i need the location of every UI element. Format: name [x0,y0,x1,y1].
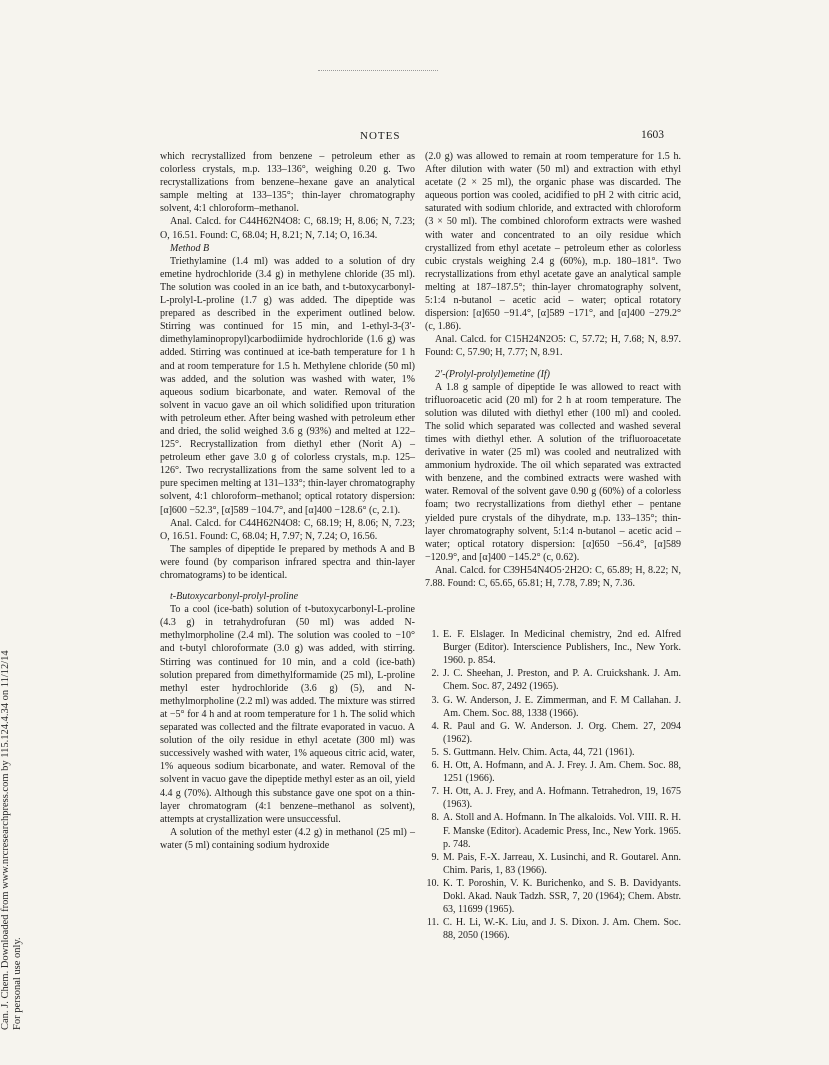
reference-text: H. Ott, A. J. Frey, and A. Hofmann. Tetrahedron, 19, 1675 (1963). [443,786,681,811]
reference-number: 1. [431,629,439,641]
download-watermark-line: Can. J. Chem. Downloaded from www.nrcresearchpress.com by 115.124.4.34 on 11/12/14 [0,650,11,1030]
reference-number: 2. [431,668,439,680]
reference-item [425,785,681,811]
reference-item [425,916,681,942]
download-watermark-line: For personal use only. [12,937,23,1030]
reference-item [425,667,681,693]
reference-item [425,877,681,916]
analysis-paragraph: Anal. Calcd. for C15H24N2O5: C, 57.72; H, 7.68; N, 8.97. Found: C, 57.90; H, 7.77; N, 8.91. [425,334,681,359]
right-column [425,150,681,942]
download-watermark [0,650,24,1030]
reference-text: S. Guttmann. Helv. Chim. Acta, 44, 721 (1961). [443,746,635,758]
analysis-paragraph: Anal. Calcd. for C39H54N4O5·2H2O: C, 65.89; H, 8.22; N, 7.88. Found: C, 65.65, 65.81; H, 7.78, 7.89; N, 7.36. [425,564,681,589]
section-heading: Method B [170,242,210,254]
reference-item [425,746,681,759]
reference-item [425,811,681,850]
paragraph: The samples of dipeptide Ie prepared by methods A and B were found (by comparison infrared spectra and thin-layer chromatograms) to be identical. [160,543,415,581]
reference-text: C. H. Li, W.-K. Liu, and J. S. Dixon. J. Am. Chem. Soc. 88, 2050 (1966). [443,917,681,942]
analysis-paragraph: Anal. Calcd. for C44H62N4O8: C, 68.19; H, 8.06; N, 7.23; O, 16.51. Found: C, 68.04; H, 7.97; N, 7.24; O, 16.56. [160,517,415,542]
reference-number: 9. [431,851,439,863]
reference-number: 11. [426,917,439,929]
paragraph: To a cool (ice-bath) solution of t-butoxycarbonyl-L-proline (4.3 g) in tetrahydrofuran (50 ml) was added N-methylmorpholine (2.4 ml). The solution was cooled to −10° and t-butyl chloroformate (3.0 g) was added, with stirring. Stirring was continued for 10 min, and a cold (ice-bath) solution prepared from dimethylformamide (25 ml), L-proline methyl ester hydrochloride (3.6 g) (5), and N-methylmorpholine (2.2 ml) was added. The mixture was stirred at −5° for 4 h and at room temperature for 1 h. The solid which separated was collected and the filtrate evaporated in vacuo. A solution of the oily residue in ethyl acetate (300 ml) was successively washed with water, 1% aqueous citric acid, water, 1% aqueous sodium bicarbonate, and water. Removal of the solvent in vacuo gave the dipeptide methyl ester as an oil, yield 4.4 g (70%). Although this substance gave one spot on a thin-layer chromatogram (4:1 benzene–methanol as solvent), attempts at crystallization were unsuccessful. [160,604,415,825]
paragraph: which recrystallized from benzene – petroleum ether as colorless crystals, m.p. 133–136°, weighing 0.20 g. Two recrystallizations from benzene–hexane gave an analytical sample melting at 133–135°; thin-layer chromatography solvent, 4:1 chloroform–methanol. [160,151,415,215]
running-head: NOTES [360,130,401,142]
section-heading: t-Butoxycarbonyl-prolyl-proline [170,591,299,603]
paragraph: (2.0 g) was allowed to remain at room temperature for 1.5 h. After dilution with water (50 ml) and extraction with ethyl acetate (2 × 25 ml), the organic phase was discarded. The aqueous portion was cooled, acidified to pH 2 with citric acid, saturated with sodium chloride, and extracted with chloroform (3 × 50 ml). The combined chloroform extracts were washed with water and concentrated to an oily residue which crystallized from ethyl acetate – petroleum ether as colorless cubic crystals weighing 2.4 g (60%), m.p. 180–181°. Two recrystallizations from ethyl acetate gave an analytical sample melting at 187–187.5°; thin-layer chromatography solvent, 5:1:4 n-butanol – acetic acid – water; optical rotatory dispersion: [α]650 −91.4°, [α]589 −171°, and [α]400 −279.2° (c, 1.86). [425,151,681,333]
reference-text: H. Ott, A. Hofmann, and A. J. Frey. J. Am. Chem. Soc. 88, 1251 (1966). [443,760,681,785]
reference-item [425,628,681,667]
reference-text: K. T. Poroshin, V. K. Burichenko, and S. B. Davidyants. Dokl. Akad. Nauk Tadzh. SSR, 7, 20 (1964); Chem. Abstr. 63, 11699 (1965). [443,877,681,916]
reference-number: 6. [431,760,439,772]
paragraph: A 1.8 g sample of dipeptide Ie was allowed to react with trifluoroacetic acid (20 ml) for 2 h at room temperature. The solution was diluted with diethyl ether (100 ml) and cooled. The solid which separated was collected and washed several times with diethyl ether. A solution of the trifluoroacetate derivative in water (25 ml) was cooled and neutralized with ammonium hydroxide. The oil which separated was extracted with benzene, and the combined extracts were washed with water. Removal of the solvent gave 0.90 g (60%) of a colorless foam; two recrystallizations from diethyl ether – pentane yielded pure crystals of the dihydrate, m.p. 133–135°; thin-layer chromatography solvent, 5:1:4 n-butanol – acetic acid – water; optical rotatory dispersion: [α]650 −56.4°, [α]589 −120.9°, and [α]400 −145.2° (c, 0.62). [425,381,681,563]
reference-number: 10. [426,877,439,889]
reference-text: M. Pais, F.-X. Jarreau, X. Lusinchi, and R. Goutarel. Ann. Chim. Paris, 1, 83 (1966). [443,851,681,876]
left-column [160,150,415,852]
top-margin-mark [318,70,438,71]
reference-text: A. Stoll and A. Hofmann. In The alkaloids. Vol. VIII. R. H. F. Manske (Editor). Academic Press, Inc., New York. 1965. p. 748. [443,812,681,850]
reference-item [425,851,681,877]
reference-text: G. W. Anderson, J. E. Zimmerman, and F. M Callahan. J. Am. Chem. Soc. 88, 1338 (1966). [443,694,681,719]
paragraph: Triethylamine (1.4 ml) was added to a solution of dry emetine hydrochloride (3.4 g) in methylene chloride (35 ml). The solution was cooled in an ice bath, and t-butoxycarbonyl-L-prolyl-L-proline (1.7 g) was added. The dipeptide was prepared as described in the experiment outlined below. Stirring was continued for 15 min, and 1-ethyl-3-(3′-dimethylaminopropyl)carbodiimide hydrochloride (1.6 g) was added. Stirring was continued at ice-bath temperature for 1 h and at room temperature for 1.5 h. Methylene chloride (50 ml) was added, and the solution was washed with water, 1% aqueous sodium bicarbonate, and water. Removal of the solvent in vacuo gave an oil which solidified upon trituration with petroleum ether. After being washed with petroleum ether and dried, the solid weighed 3.6 g (93%) and melted at 122–125°. Recrystallization from diethyl ether (Norit A) – petroleum ether gave 3.0 g of colorless crystals, m.p. 125–126°. Two recrystallizations from the same solvent led to a pure specimen melting at 131–133°; thin-layer chromatography solvent, 4:1 chloroform–methanol; optical rotatory dispersion: [α]600 −52.3°, [α]589 −104.7°, and [α]400 −128.6° (c, 2.1). [160,255,415,516]
reference-text: J. C. Sheehan, J. Preston, and P. A. Cruickshank. J. Am. Chem. Soc. 87, 2492 (1965). [443,668,681,693]
section-heading: 2′-(Prolyl-prolyl)emetine (If) [435,368,551,380]
reference-number: 7. [431,786,439,798]
reference-number: 8. [431,812,439,824]
reference-number: 5. [431,746,439,758]
analysis-paragraph: Anal. Calcd. for C44H62N4O8: C, 68.19; H, 8.06; N, 7.23; O, 16.51. Found: C, 68.04; H, 8.21; N, 7.14; O, 16.34. [160,216,415,241]
reference-list [425,628,681,942]
paragraph: A solution of the methyl ester (4.2 g) in methanol (25 ml) – water (5 ml) containing sodium hydroxide [160,826,415,851]
reference-item [425,759,681,785]
reference-text: E. F. Elslager. In Medicinal chemistry, 2nd ed. Alfred Burger (Editor). Interscience Publishers, Inc., New York. 1960. p. 854. [443,629,681,667]
reference-number: 3. [431,694,439,706]
page-number: 1603 [641,129,664,141]
reference-number: 4. [431,720,439,732]
reference-item [425,694,681,720]
reference-item [425,720,681,746]
reference-text: R. Paul and G. W. Anderson. J. Org. Chem. 27, 2094 (1962). [443,720,681,745]
